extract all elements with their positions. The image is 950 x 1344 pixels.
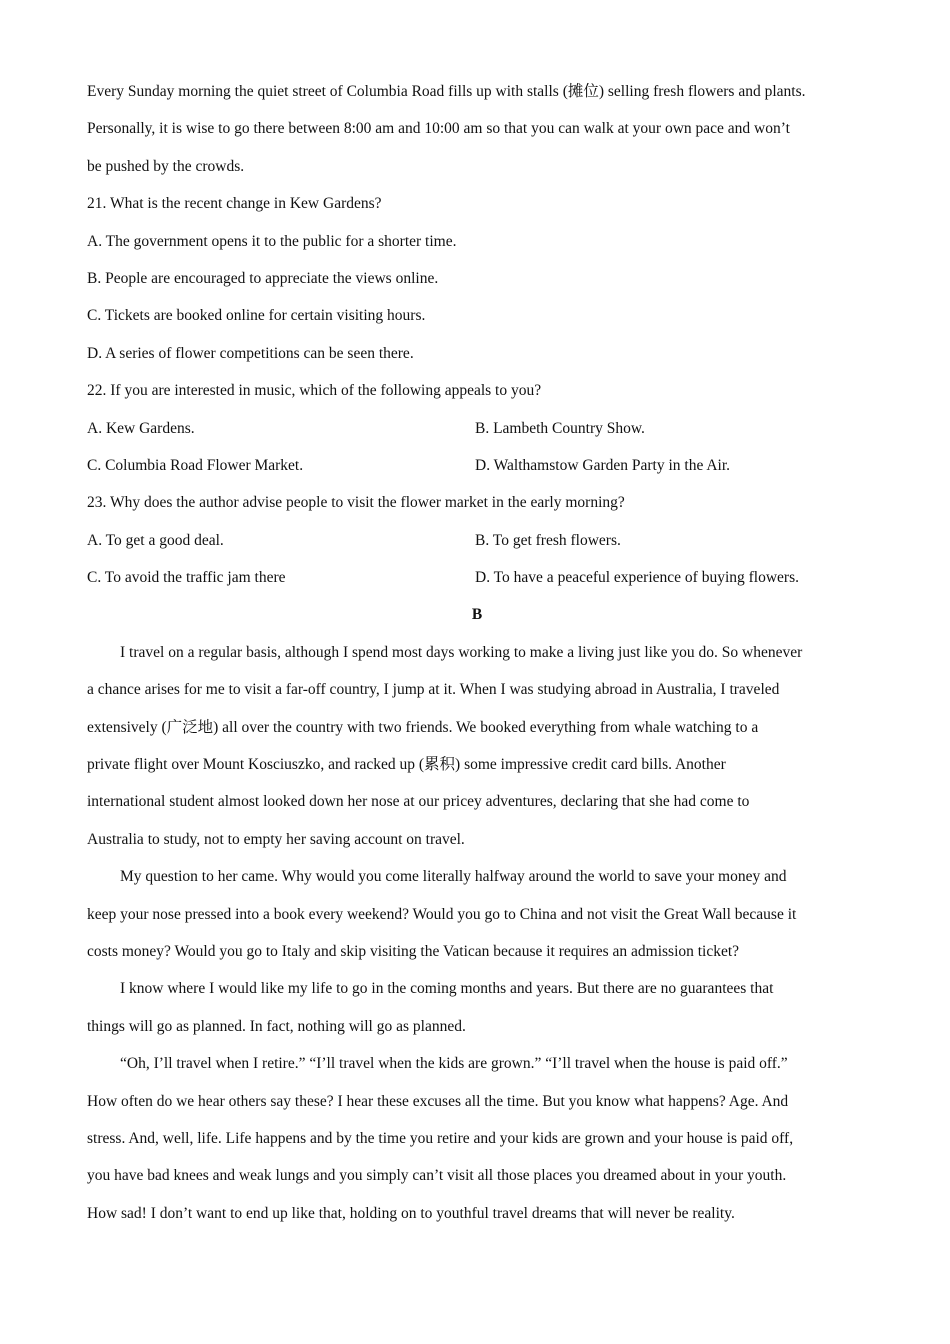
question-23 [87,484,867,596]
question-22 [87,372,867,484]
text-line: keep your nose pressed into a book every weekend? Would you go to China and not visit the Great Wall because it [87,905,797,923]
options-row [87,447,867,484]
question-text: 22. If you are interested in music, which of the following appeals to you? [87,382,542,400]
text-line: stress. And, well, life. Life happens and by the time you retire and your kids are grown and your house is paid off, [87,1129,794,1147]
text-line: I know where I would like my life to go in the coming months and years. But there are no guarantees that [120,980,774,998]
question-21 [87,185,867,372]
text-line: Australia to study, not to empty her saving account on travel. [87,830,465,848]
question-text: 23. Why does the author advise people to visit the flower market in the early morning? [87,494,625,512]
option-b: B. People are encouraged to appreciate the views online. [87,269,439,287]
option-b: B. To get fresh flowers. [475,531,621,549]
paragraph-2 [87,858,867,970]
text-line: How sad! I don’t want to end up like that, holding on to youthful travel dreams that will never be reality. [87,1204,735,1222]
paragraph-1 [87,634,867,858]
text-line: costs money? Would you go to Italy and skip visiting the Vatican because it requires an admission ticket? [87,942,740,960]
option-d: D. A series of flower competitions can be seen there. [87,344,414,362]
text-line: Every Sunday morning the quiet street of Columbia Road fills up with stalls (摊位) selling fresh flowers and plants. [87,83,806,100]
options-row [87,522,867,559]
passage-a-tail [87,73,867,185]
option-c: C. Tickets are booked online for certain visiting hours. [87,307,426,325]
option-c: C. To avoid the traffic jam there [87,569,286,587]
passage-b [87,634,867,1232]
text-line: private flight over Mount Kosciuszko, and racked up (累积) some impressive credit card bills. Another [87,756,726,774]
option-d: D. To have a peaceful experience of buying flowers. [475,569,799,587]
option-c: C. Columbia Road Flower Market. [87,456,304,474]
option-a: A. Kew Gardens. [87,419,195,437]
options-row [87,559,867,596]
text-line: “Oh, I’ll travel when I retire.” “I’ll travel when the kids are grown.” “I’ll travel when the house is paid off.” [120,1055,788,1073]
text-line: you have bad knees and weak lungs and you simply can’t visit all those places you dreamed about in your youth. [87,1167,787,1185]
text-line: Personally, it is wise to go there between 8:00 am and 10:00 am so that you can walk at your own pace and won’t [87,120,790,138]
text-line: international student almost looked down her nose at our pricey adventures, declaring that she had come to [87,793,750,811]
document-content [87,73,867,1232]
option-b: B. Lambeth Country Show. [475,419,645,437]
section-heading: B [471,606,483,624]
text-line: things will go as planned. In fact, nothing will go as planned. [87,1017,466,1035]
text-line: be pushed by the crowds. [87,157,245,175]
paragraph-4 [87,1045,867,1232]
text-line: extensively (广泛地) all over the country with two friends. We booked everything from whale watching to a [87,718,759,736]
option-d: D. Walthamstow Garden Party in the Air. [475,456,731,474]
option-a: A. The government opens it to the public for a shorter time. [87,232,457,250]
text-line: How often do we hear others say these? I hear these excuses all the time. But you know what happens? Age. And [87,1092,789,1110]
option-a: A. To get a good deal. [87,531,224,549]
text-line: a chance arises for me to visit a far-off country, I jump at it. When I was studying abroad in Australia, I traveled [87,681,780,699]
text-line: My question to her came. Why would you come literally halfway around the world to save your money and [120,868,787,886]
options-row [87,410,867,447]
question-text: 21. What is the recent change in Kew Gardens? [87,195,382,213]
text-line: I travel on a regular basis, although I spend most days working to make a living just like you do. So whenever [120,643,803,661]
paragraph-3 [87,970,867,1045]
